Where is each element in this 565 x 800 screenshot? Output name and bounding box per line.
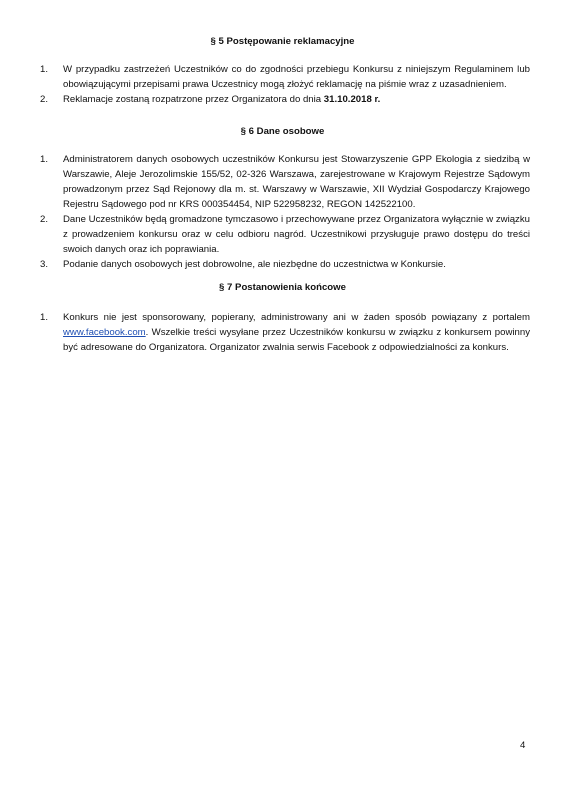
item-text: . Wszelkie treści wysyłane przez Uczestników konkursu w związku z konkursem powinny być adresowane do Organizatora. Organizator zwalnia serwis Facebook z odpowiedzialności za konkurs. — [63, 327, 530, 353]
list-item — [40, 310, 530, 355]
list-item — [40, 62, 530, 92]
item-number: 3. — [40, 259, 49, 270]
item-text: W przypadku zastrzeżeń Uczestników co do zgodności przebiegu Konkursu z niniejszym Regulaminem lub obowiązującymi przepisami prawa Uczestnicy mogą złożyć reklamację na piśmie wraz z uzasadnieniem. — [63, 64, 530, 90]
section-6-list — [40, 152, 530, 272]
item-text: Reklamacje zostaną rozpatrzone przez Organizatora do dnia — [63, 94, 324, 105]
section-7-list — [40, 310, 530, 355]
item-text: Administratorem danych osobowych uczestników Konkursu jest Stowarzyszenie GPP Ekologia z siedzibą w Warszawie, Aleje Jerozolimskie 155/52, 02-326 Warszawa, zarejestrowane w Krajowym Rejestrze Sądowym prowadzonym przez Sąd Rejonowy dla m. st. Warszawy w Warszawie, XII Wydział Gospodarczy Krajowego Rejestru Sądowego pod nr KRS 000354454, NIP 522958232, REGON 142522100. — [63, 154, 530, 210]
item-text: Podanie danych osobowych jest dobrowolne, ale niezbędne do uczestnictwa w Konkursie. — [63, 259, 446, 270]
item-number: 1. — [40, 312, 49, 323]
list-item — [40, 212, 530, 257]
section-5-list — [40, 62, 530, 107]
item-number: 1. — [40, 154, 49, 165]
facebook-link[interactable]: www.facebook.com — [63, 327, 146, 338]
list-item — [40, 152, 530, 212]
item-text: Dane Uczestników będą gromadzone tymczasowo i przechowywane przez Organizatora wyłącznie w związku z prowadzeniem konkursu oraz w celu odbioru nagród. Uczestnikowi przysługuje prawo dostępu do treści swoich danych oraz ich poprawiania. — [63, 214, 530, 255]
section-5-title: § 5 Postępowanie reklamacyjne — [210, 36, 355, 47]
list-item — [40, 257, 530, 272]
page-number: 4 — [520, 740, 526, 751]
section-6-title: § 6 Dane osobowe — [240, 126, 325, 137]
list-item — [40, 92, 530, 107]
item-text: Konkurs nie jest sponsorowany, popierany, administrowany ani w żaden sposób powiązany z portalem — [63, 312, 530, 323]
deadline-date: 31.10.2018 r. — [323, 94, 381, 105]
item-number: 2. — [40, 214, 49, 225]
section-7-title: § 7 Postanowienia końcowe — [219, 282, 346, 293]
item-number: 2. — [40, 94, 49, 105]
item-number: 1. — [40, 64, 49, 75]
